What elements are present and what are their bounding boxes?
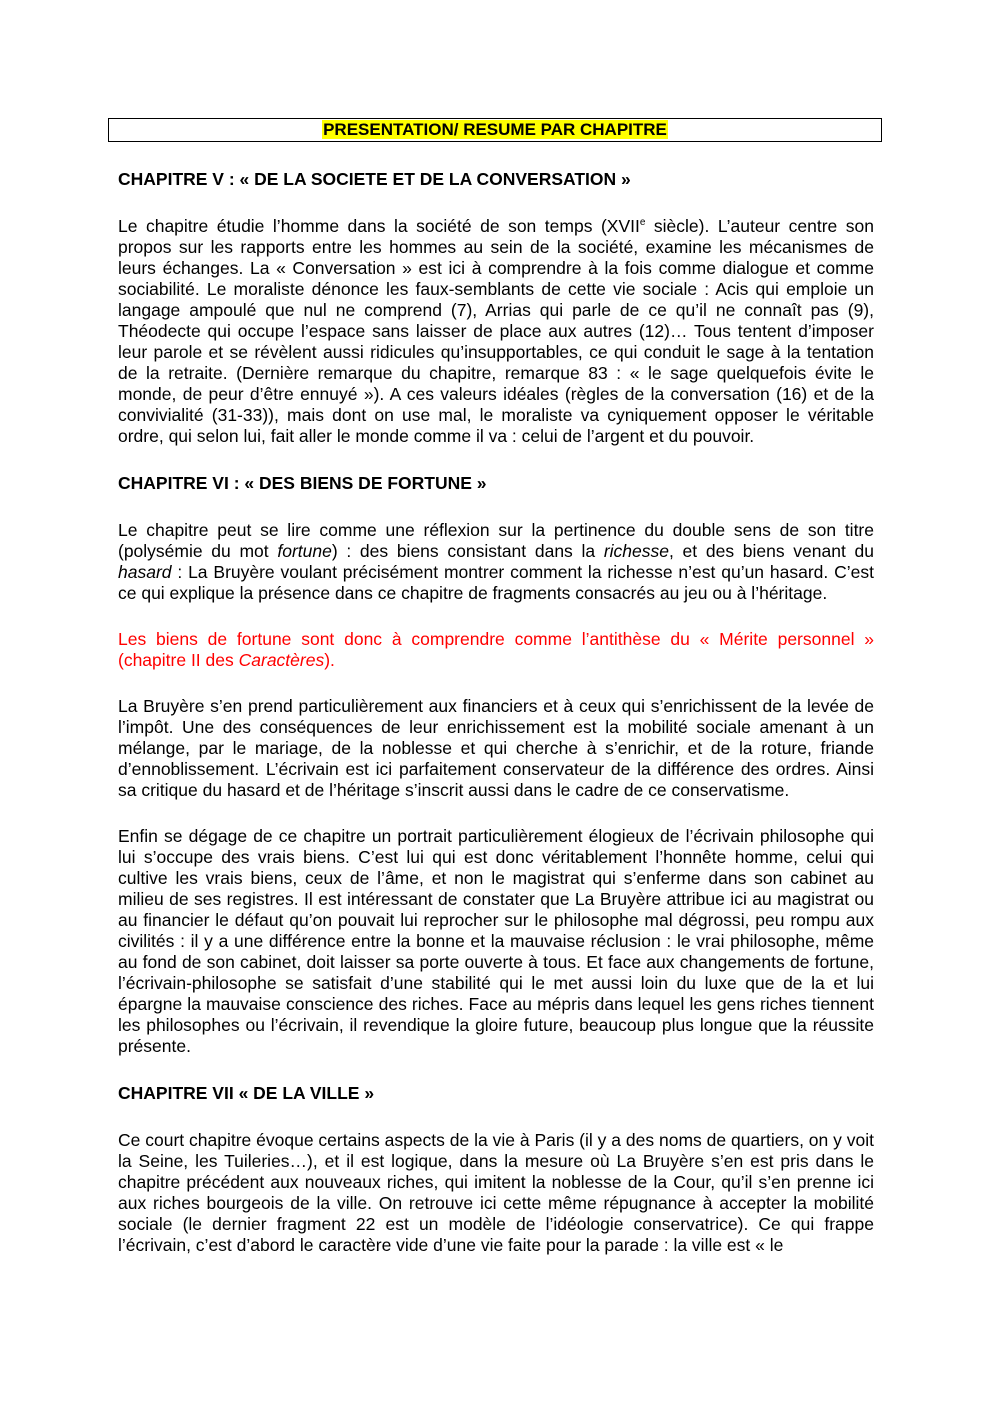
text-run: Le chapitre peut se lire comme une réflexion sur la pertinence du double sens de son titre (polysémie du mot [118,520,874,561]
text-run: : La Bruyère voulant précisément montrer comment la richesse n’est qu’un hasard. C’est ce qui explique la présence dans ce chapitre de fragments consacrés au jeu ou à l’héritage. [118,562,874,603]
italic-term: Caractères [238,650,325,670]
text-run: ). [324,650,335,670]
page-title: PRESENTATION/ RESUME PAR CHAPITRE [323,120,667,139]
chapter-5-paragraph [118,216,874,447]
italic-term: hasard [118,562,172,582]
chapter-5-heading: CHAPITRE V : « DE LA SOCIETE ET DE LA CONVERSATION » [118,169,631,189]
superscript: e [639,217,646,229]
italic-term: fortune [277,541,332,561]
text-run: Les biens de fortune sont donc à comprendre comme l’antithèse du « Mérite personnel » (chapitre II des [118,629,874,670]
text-run: , et des biens venant du [669,541,875,561]
chapter-7-paragraph: Ce court chapitre évoque certains aspects de la vie à Paris (il y a des noms de quartiers, on y voit la Seine, les Tuileries…), et il est logique, dans la mesure où La Bruyère s’en est pris dans le chapitre précédent aux nouveaux riches, qui imitent la noblesse de la Cour, qu’il s’en prenne ici aux riches bourgeois de la ville. On retrouve ici cette même répugnance à accepter la mobilité sociale (le dernier fragment 22 est un modèle de l’idéologie conservatrice). Ce qui frappe l’écrivain, c’est d’abord le caractère vide d’une vie faite pour la parade : la ville est « le [118,1130,874,1255]
chapter-6-paragraph-4: Enfin se dégage de ce chapitre un portrait particulièrement élogieux de l’écrivain philosophe qui lui s’occupe des vrais biens. C’est lui qui est donc véritablement l’honnête homme, celui qui cultive les vrais biens, ceux de l’âme, et non le magistrat qui s’enferme dans son cabinet au milieu de ses registres. Il est intéressant de constater que La Bruyère attribue ici au magistrat ou au financier le défaut qu’on pouvait lui reprocher sur le philosophe mal dégrossi, peu rompu aux civilités : il y a une différence entre la bonne et la mauvaise réclusion : le vrai philosophe, même au fond de son cabinet, doit laisser sa porte ouverte à tous. Et face aux changements de fortune, l’écrivain-philosophe se satisfait d’une stabilité qui le met aussi loin du luxe que de la et lui épargne la mauvaise conscience des riches. Face au mépris dans lequel les gens riches tiennent les philosophes ou l’écrivain, il revendique la gloire future, beaucoup plus longue que la réussite présente. [118,826,874,1056]
chapter-6-paragraph-3: La Bruyère s’en prend particulièrement aux financiers et à ceux qui s’enrichissent de la levée de l’impôt. Une des conséquences de leur enrichissement est la mobilité sociale amenant à un mélange, par le mariage, de la noblesse et qui cherche à s’enrichir, et de la roture, friande d’ennoblissement. L’écrivain est ici parfaitement conservateur de la différence des ordres. Ainsi sa critique du hasard et de l’héritage s’inscrit aussi dans le cadre de ce conservatisme. [118,696,874,800]
text-run: siècle). L’auteur centre son propos sur les rapports entre les hommes au sein de la société, examine les mécanismes de leurs échanges. La « Conversation » est ici à comprendre à la fois comme dialogue et comme sociabilité. Le moraliste dénonce les faux-semblants de cette vie sociale : Acis qui emploie un langage ampoulé que nul ne comprend (7), Arrias qui parle de ce qu’il ne connaît pas (9), Théodecte qui occupe l’espace sans laisser de place aux autres (12)… Tous tentent d’imposer leur parole et se révèlent aussi ridicules qu’insupportables, ce qui conduit le sage à la tentation de la retraite. (Dernière remarque du chapitre, remarque 83 : « le sage quelquefois évite le monde, de peur d’être ennuyé »). A ces valeurs idéales (règles de la conversation (16) et de la convivialité (31-33)), mais dont on use mal, le moraliste va cyniquement opposer le véritable ordre, qui selon lui, fait aller le monde comme il va : celui de l’argent et du pouvoir. [118,216,874,446]
document-body [118,168,874,1281]
chapter-7-heading: CHAPITRE VII « DE LA VILLE » [118,1083,375,1103]
chapter-6-paragraph-1 [118,520,874,604]
chapter-6-paragraph-2-red [118,629,874,671]
chapter-6-heading: CHAPITRE VI : « DES BIENS DE FORTUNE » [118,473,487,493]
text-run: Le chapitre étudie l’homme dans la société de son temps (XVII [118,216,640,236]
text-run: ) : des biens consistant dans la [331,541,604,561]
title-box [108,118,882,142]
italic-term: richesse [603,541,669,561]
